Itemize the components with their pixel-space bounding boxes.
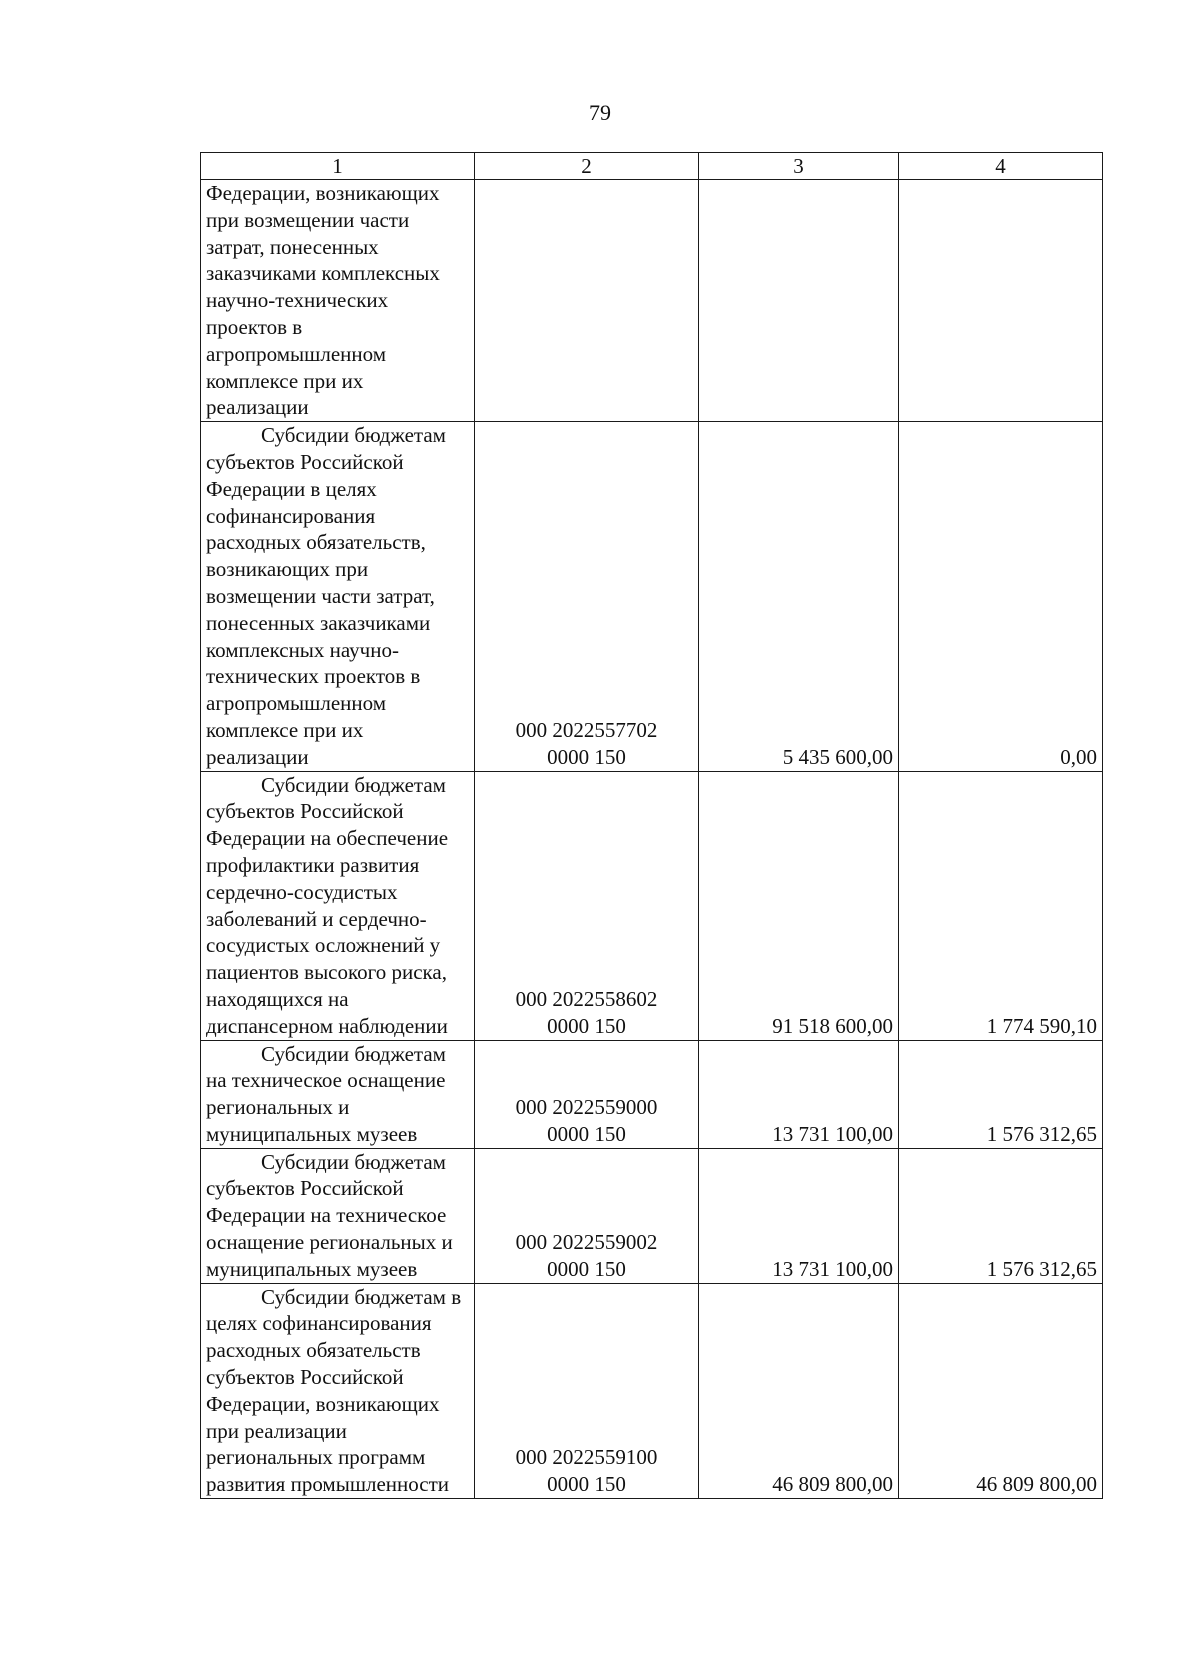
table-row — [201, 1040, 1103, 1148]
row-code-line2: 0000 150 — [547, 744, 626, 769]
table-row — [201, 771, 1103, 1040]
row-name: Субсидии бюджетам субъектов Российской Федерации на обеспечение профилактики развития сердечно-сосудистых заболеваний и сердечно-сосудистых осложнений у пациентов высокого риска, находящихся на диспансерном наблюдении — [206, 772, 449, 1038]
row-code-line2: 0000 150 — [547, 1013, 626, 1038]
row-code-cell — [475, 180, 699, 422]
row-name-cell — [201, 1040, 475, 1148]
row-code-line1: 000 2022558602 — [515, 986, 658, 1011]
row-name-cell — [201, 180, 475, 422]
row-amount: 13 731 100,00 — [699, 1148, 899, 1283]
row-name: Субсидии бюджетам субъектов Российской Федерации в целях софинансирования расходных обязательств, возникающих при возмещении части затрат, понесенных заказчиками комплексных научно-технических проектов в агропромышленном комплексе при их реализации — [206, 423, 446, 769]
row-code-cell — [475, 1040, 699, 1148]
header-col-2: 2 — [475, 153, 699, 180]
row-name: Субсидии бюджетам в целях софинансирования расходных обязательств субъектов Российской Федерации, возникающих при реализации региональных программ развития промышленности — [206, 1284, 462, 1497]
row-executed: 1 576 312,65 — [899, 1040, 1103, 1148]
row-amount — [699, 180, 899, 422]
header-col-3: 3 — [699, 153, 899, 180]
row-code-line2: 0000 150 — [547, 1472, 626, 1497]
table-row — [201, 180, 1103, 422]
budget-table — [200, 152, 1103, 1499]
header-col-4: 4 — [899, 153, 1103, 180]
row-amount: 5 435 600,00 — [699, 422, 899, 771]
row-code-cell — [475, 1148, 699, 1283]
row-amount: 46 809 800,00 — [699, 1283, 899, 1498]
row-name: Субсидии бюджетам субъектов Российской Федерации на техническое оснащение региональных и муниципальных музеев — [206, 1149, 453, 1281]
row-name: Субсидии бюджетам на техническое оснащение региональных и муниципальных музеев — [206, 1041, 446, 1146]
page-number: 79 — [589, 100, 611, 125]
row-executed: 46 809 800,00 — [899, 1283, 1103, 1498]
row-name: Федерации, возникающих при возмещении части затрат, понесенных заказчиками комплексных научно-технических проектов в агропромышленном комплексе при их реализации — [206, 181, 440, 420]
row-code-cell — [475, 1283, 699, 1498]
row-code-line1: 000 2022559000 — [515, 1095, 658, 1120]
row-name-cell — [201, 771, 475, 1040]
row-code-line1: 000 2022559002 — [515, 1230, 658, 1255]
row-code-line2: 0000 150 — [547, 1121, 626, 1146]
row-name-cell — [201, 1148, 475, 1283]
table-row — [201, 422, 1103, 771]
row-code-line1: 000 2022557702 — [515, 717, 658, 742]
row-name-cell — [201, 1283, 475, 1498]
row-amount: 13 731 100,00 — [699, 1040, 899, 1148]
row-executed: 1 774 590,10 — [899, 771, 1103, 1040]
row-name-cell — [201, 422, 475, 771]
row-amount: 91 518 600,00 — [699, 771, 899, 1040]
row-code-cell — [475, 771, 699, 1040]
table-row — [201, 1148, 1103, 1283]
table-header-row — [201, 153, 1103, 180]
row-executed: 1 576 312,65 — [899, 1148, 1103, 1283]
row-code-cell — [475, 422, 699, 771]
table-row — [201, 1283, 1103, 1498]
header-col-1: 1 — [201, 153, 475, 180]
row-code-line1: 000 2022559100 — [515, 1445, 658, 1470]
row-executed: 0,00 — [899, 422, 1103, 771]
row-executed — [899, 180, 1103, 422]
row-code-line2: 0000 150 — [547, 1256, 626, 1281]
